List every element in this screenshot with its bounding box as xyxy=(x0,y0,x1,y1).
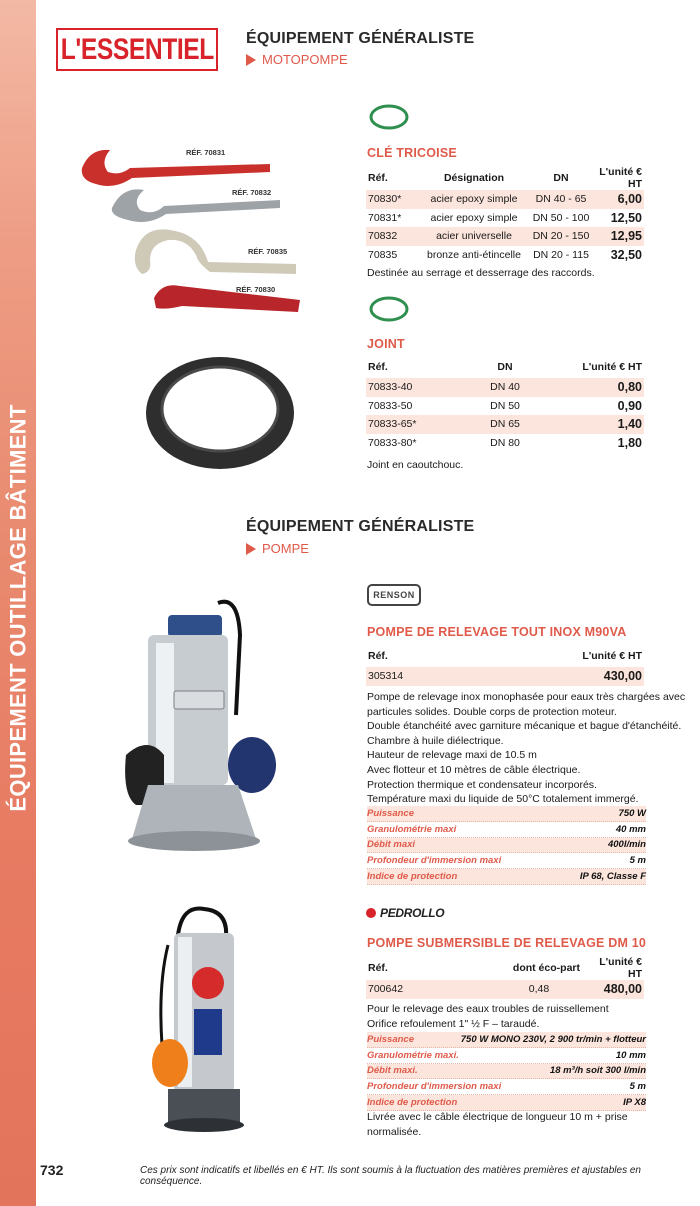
spec-row xyxy=(367,853,646,869)
col-eco: dont éco-part xyxy=(512,962,580,974)
spec-value: 18 m³/h soit 300 l/min xyxy=(549,1065,646,1077)
product-title-cle: CLÉ TRICOISE xyxy=(367,146,457,160)
desc-line: Hauteur de relevage maxi de 10.5 m xyxy=(367,749,537,762)
table-header xyxy=(366,166,644,190)
table-row xyxy=(366,667,644,686)
pump-m90va-icon xyxy=(125,602,276,851)
arrow-right-icon xyxy=(246,54,256,66)
cell-ref: 70832 xyxy=(366,227,418,246)
spec-value: 750 W MONO 230V, 2 900 tr/min + flotteur xyxy=(460,1033,646,1045)
cle-note: Destinée au serrage et desserrage des raccords. xyxy=(367,267,595,279)
table-row xyxy=(366,227,644,246)
col-ref: Réf. xyxy=(368,172,388,184)
table-cle-tricoise xyxy=(366,166,644,264)
table-row xyxy=(366,209,644,228)
spec-value: IP 68, Classe F xyxy=(579,871,646,883)
section-subtitle-text: POMPE xyxy=(262,541,309,556)
spec-key: Débit maxi xyxy=(367,839,416,851)
table-row xyxy=(366,434,644,453)
table-row xyxy=(366,980,644,999)
cell-ref: 70835 xyxy=(368,248,398,261)
desc-line: Avec flotteur et 10 mètres de câble électrique. xyxy=(367,763,581,776)
note-line: Livrée avec le câble électrique de longueur 10 m + prise xyxy=(367,1111,628,1123)
spec-value: 5 m xyxy=(629,855,646,867)
col-dn: DN xyxy=(553,172,569,184)
brand-logo-renson: RENSON xyxy=(367,584,421,606)
col-designation: Désignation xyxy=(443,172,505,184)
spec-value: 750 W xyxy=(618,807,646,819)
spec-value: 400l/min xyxy=(607,839,646,851)
cell-dn: DN 20 - 150 xyxy=(530,227,592,246)
cell-price: 0,80 xyxy=(550,378,644,397)
section-subtitle-pompe xyxy=(246,541,309,556)
ref-label-70835: RÉF. 70835 xyxy=(248,247,288,256)
cell-price: 32,50 xyxy=(610,247,642,262)
spec-key: Indice de protection xyxy=(367,1097,458,1109)
spec-row xyxy=(367,1048,646,1064)
cell-dn: DN 20 - 115 xyxy=(533,248,589,261)
cell-designation: bronze anti-étincelle xyxy=(427,248,521,261)
desc-line: Pompe de relevage inox monophasée pour eaux très chargées avec xyxy=(367,691,686,703)
cell-dn: DN 80 xyxy=(490,436,520,449)
spec-value: 5 m xyxy=(629,1081,646,1093)
pedrollo-wordmark: PEDROLLO xyxy=(380,906,445,920)
col-price: L'unité € HT xyxy=(599,956,642,980)
table-dm10 xyxy=(366,956,644,999)
footer-disclaimer: Ces prix sont indicatifs et libellés en € HT. Ils sont soumis à la fluctuation des matières premières et ajustables en conséquence. xyxy=(140,1165,641,1187)
page-number: 732 xyxy=(40,1162,64,1178)
dm10-specs xyxy=(367,1032,646,1111)
col-price: L'unité € HT xyxy=(582,650,642,662)
product-title-m90va: POMPE DE RELEVAGE TOUT INOX M90VA xyxy=(367,625,627,639)
desc-line: Protection thermique et condensateur incorporés. xyxy=(367,778,597,791)
section-subtitle-motopompe xyxy=(246,52,348,67)
table-m90va xyxy=(366,645,644,686)
spec-value: 40 mm xyxy=(615,823,646,835)
spec-value: IP X8 xyxy=(623,1097,646,1109)
table-header xyxy=(366,645,644,667)
spec-key: Profondeur d'immersion maxi xyxy=(367,1081,502,1093)
m90va-description xyxy=(367,690,685,807)
spec-row xyxy=(367,806,646,822)
table-header xyxy=(366,956,644,980)
brand-logo-icon xyxy=(368,102,410,132)
cell-dn: DN 50 xyxy=(490,399,520,412)
cell-ref: 700642 xyxy=(366,980,496,999)
dm10-description xyxy=(367,1002,609,1031)
col-ref: Réf. xyxy=(368,962,388,974)
cell-price: 1,40 xyxy=(550,415,644,434)
spec-row xyxy=(367,822,646,838)
spec-key: Puissance xyxy=(367,807,414,819)
desc-line: Double étanchéité avec garniture mécanique et bague d'étanchéité. xyxy=(367,720,682,733)
desc-line: Pour le relevage des eaux troubles de ruissellement xyxy=(367,1003,609,1015)
cell-dn: DN 40 xyxy=(460,378,550,397)
pump-dm10-icon xyxy=(152,909,244,1132)
cell-ref: 70831* xyxy=(368,211,402,224)
pedrollo-dot-icon xyxy=(366,908,376,918)
ref-label-70831: RÉF. 70831 xyxy=(186,148,226,157)
brand-logo-pedrollo xyxy=(366,906,444,920)
table-header xyxy=(366,356,644,378)
desc-line: Chambre à huile diélectrique. xyxy=(367,734,504,747)
cell-price: 12,95 xyxy=(592,227,644,246)
brand-logo-icon xyxy=(368,294,410,324)
pump-m90va-illustration xyxy=(118,595,288,855)
wrench-illustration xyxy=(70,140,310,330)
spec-key: Indice de protection xyxy=(367,871,458,883)
table-row xyxy=(366,378,644,397)
col-price: L'unité € HT xyxy=(599,166,642,190)
desc-line: Orifice refoulement 1" ½ F – taraudé. xyxy=(367,1017,540,1030)
cell-price: 12,50 xyxy=(610,210,642,225)
spec-key: Puissance xyxy=(367,1033,414,1045)
pump-dm10-illustration xyxy=(148,905,258,1135)
wrench-70831-icon xyxy=(82,150,270,186)
cell-designation: acier universelle xyxy=(418,227,530,246)
desc-line: Température maxi du liquide de 50°C totalement immergé. xyxy=(367,793,639,806)
cell-price: 430,00 xyxy=(505,667,644,686)
spec-row xyxy=(367,838,646,854)
section-title-motopompe: ÉQUIPEMENT GÉNÉRALISTE xyxy=(246,30,475,47)
table-row xyxy=(366,415,644,434)
cell-price: 1,80 xyxy=(617,435,642,450)
wrench-70830-icon xyxy=(154,285,300,312)
spec-row xyxy=(367,1079,646,1095)
section-title-pompe: ÉQUIPEMENT GÉNÉRALISTE xyxy=(246,518,475,535)
section-subtitle-text: MOTOPOMPE xyxy=(262,52,348,67)
spec-value: 10 mm xyxy=(615,1049,646,1061)
ref-label-70830: RÉF. 70830 xyxy=(236,285,276,294)
spec-key: Débit maxi. xyxy=(367,1065,418,1077)
cell-ref: 70833-50 xyxy=(368,399,413,412)
col-ref: Réf. xyxy=(368,650,388,662)
cell-ref: 70830* xyxy=(366,190,418,209)
table-row xyxy=(366,397,644,416)
spec-row xyxy=(367,1095,646,1111)
arrow-right-icon xyxy=(246,543,256,555)
table-row xyxy=(366,246,644,265)
cell-dn: DN 50 - 100 xyxy=(532,211,590,224)
cell-dn: DN 65 xyxy=(460,415,550,434)
col-price: L'unité € HT xyxy=(582,361,642,373)
cell-ref: 70833-40 xyxy=(366,378,460,397)
ref-label-70832: RÉF. 70832 xyxy=(232,188,272,197)
spec-key: Granulométrie maxi. xyxy=(367,1049,459,1061)
cell-price: 0,90 xyxy=(617,398,642,413)
col-ref: Réf. xyxy=(368,361,388,373)
cell-eco: 0,48 xyxy=(496,980,582,999)
cell-dn: DN 40 - 65 xyxy=(530,190,592,209)
product-title-dm10: POMPE SUBMERSIBLE DE RELEVAGE DM 10 xyxy=(367,936,647,950)
joint-illustration xyxy=(140,345,300,475)
note-line: normalisée. xyxy=(367,1125,422,1138)
essentiel-logo: L'ESSENTIEL xyxy=(56,28,218,71)
table-joint xyxy=(366,356,644,452)
joint-note: Joint en caoutchouc. xyxy=(367,459,464,471)
cell-designation: acier epoxy simple xyxy=(418,190,530,209)
desc-line: particules solides. Double corps de protection moteur. xyxy=(367,705,617,718)
rubber-joint-icon xyxy=(146,357,294,469)
cell-price: 6,00 xyxy=(592,190,644,209)
spec-row xyxy=(367,1032,646,1048)
spec-row xyxy=(367,869,646,885)
cell-ref: 70833-80* xyxy=(368,436,417,449)
cell-ref: 305314 xyxy=(366,667,505,686)
spec-key: Profondeur d'immersion maxi xyxy=(367,855,502,867)
spec-row xyxy=(367,1064,646,1080)
side-category-label: ÉQUIPEMENT OUTILLAGE BÂTIMENT xyxy=(6,404,32,812)
col-dn: DN xyxy=(497,361,513,373)
product-title-joint: JOINT xyxy=(367,337,405,351)
cell-ref: 70833-65* xyxy=(366,415,460,434)
m90va-specs xyxy=(367,806,646,885)
cell-price: 480,00 xyxy=(582,980,644,999)
table-row xyxy=(366,190,644,209)
dm10-note xyxy=(367,1110,628,1139)
spec-key: Granulométrie maxi xyxy=(367,823,457,835)
cell-designation: acier epoxy simple xyxy=(430,211,518,224)
